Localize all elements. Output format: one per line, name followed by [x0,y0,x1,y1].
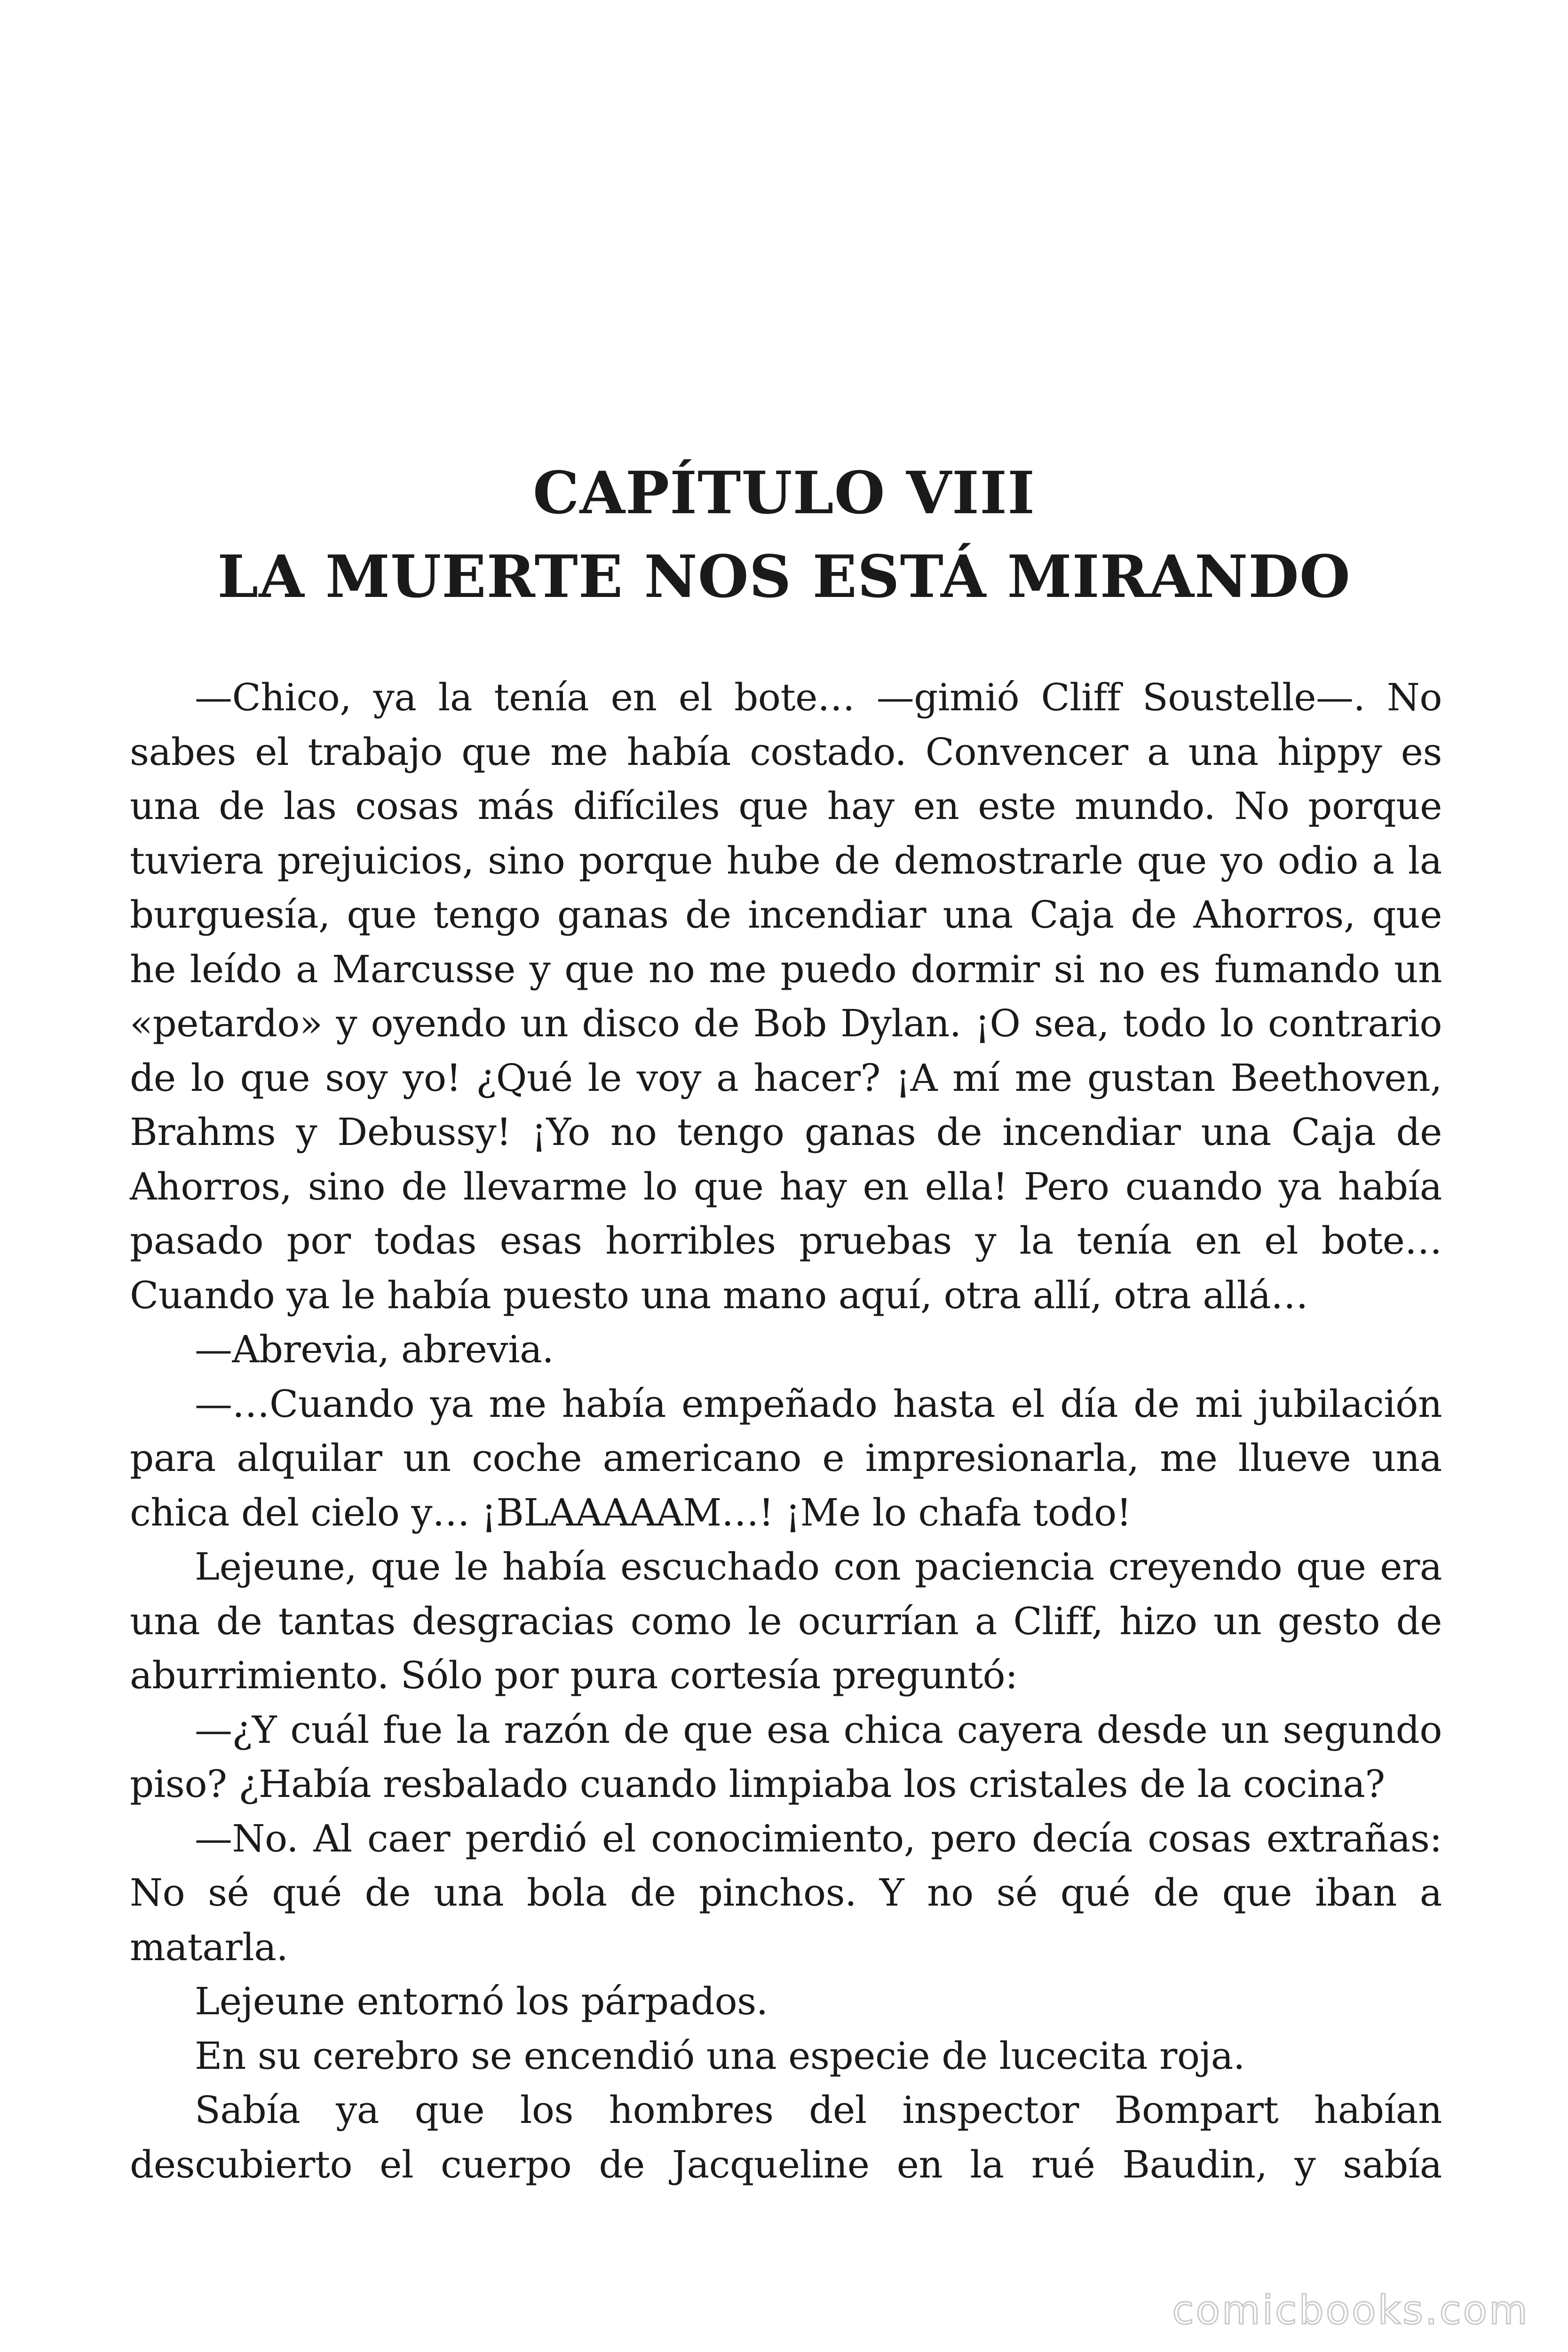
chapter-heading [0,452,1568,619]
paragraph: —…Cuando ya me había empeñado hasta el día de mi jubilación para alquilar un coche americano e impresionarla, me llueve una chica del cielo y… ¡BLAAAAAM…! ¡Me lo chafa todo! [130,1382,1442,1534]
paragraph: Lejeune entornó los párpados. [195,1979,768,2023]
paragraph: —Chico, ya la tenía en el bote… —gimió Cliff Soustelle—. No sabes el trabajo que me había costado. Convencer a una hippy es una de las cosas más difíciles que hay en este mundo. No porque tuviera prejuicios, sino porque hube de demostrarle que yo odio a la burguesía, que tengo ganas de incendiar una Caja de Ahorros, que he leído a Marcusse y que no me puedo dormir si no es fumando un «petardo» y oyendo un disco de Bob Dylan. ¡O sea, todo lo contrario de lo que soy yo! ¿Qué le voy a hacer? ¡A mí me gustan Beethoven, Brahms y Debussy! ¡Yo no tengo ganas de incendiar una Caja de Ahorros, sino de llevarme lo que hay en ella! Pero cuando ya había pasado por todas esas horribles pruebas y la tenía en el bote… Cuando ya le había puesto una mano aquí, otra allí, otra allá… [130,675,1442,1317]
chapter-number: CAPÍTULO VIII [532,459,1036,527]
paragraph: —No. Al caer perdió el conocimiento, pero decía cosas extrañas: No sé qué de una bola de pinchos. Y no sé qué de que iban a matarla. [130,1816,1442,1969]
paragraph: Sabía ya que los hombres del inspector Bompart habían descubierto el cuerpo de Jacqueline en la rué Baudin, y sabía [130,2088,1442,2186]
watermark: comicbooks.com [1172,2287,1529,2333]
paragraph: En su cerebro se encendió una especie de lucecita roja. [195,2034,1245,2078]
body-text [130,670,1442,2192]
chapter-title: LA MUERTE NOS ESTÁ MIRANDO [217,543,1351,611]
paragraph: Lejeune, que le había escuchado con paciencia creyendo que era una de tantas desgracias como le ocurrían a Cliff, hizo un gesto de aburrimiento. Sólo por pura cortesía preguntó: [130,1545,1442,1697]
paragraph: —Abrevia, abrevia. [195,1327,554,1371]
paragraph: —¿Y cuál fue la razón de que esa chica cayera desde un segundo piso? ¿Había resbalado cuando limpiaba los cristales de la cocina? [130,1708,1442,1806]
